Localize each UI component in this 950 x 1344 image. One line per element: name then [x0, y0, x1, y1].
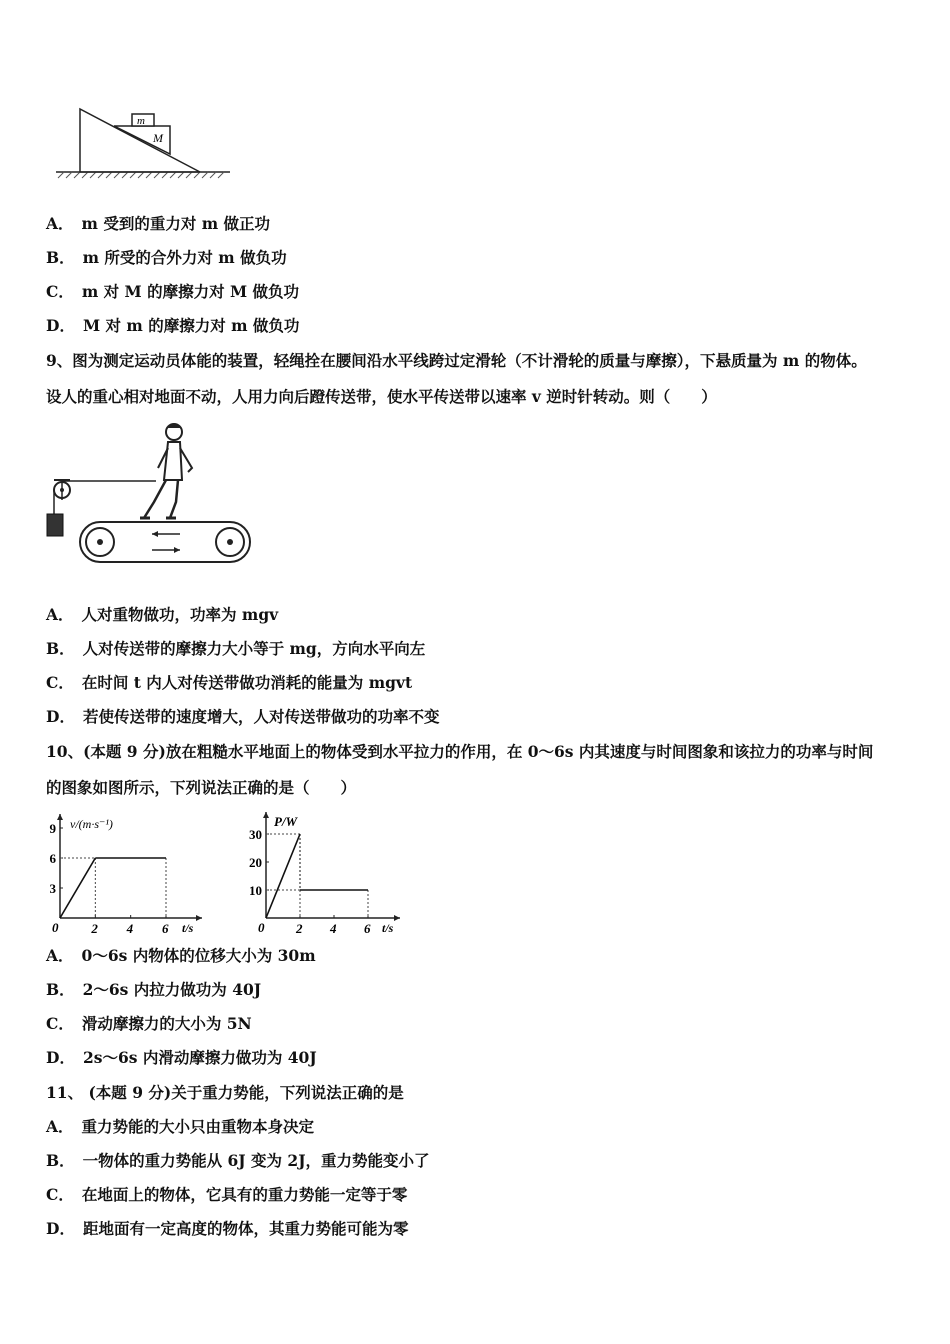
incline-block-figure — [52, 104, 234, 180]
velocity-time-chart — [46, 808, 210, 936]
q10-option-a: A． 0～6s 内物体的位移大小为 30m — [46, 946, 316, 965]
q8-option-b: B． m 所受的合外力对 m 做负功 — [46, 248, 287, 267]
y-tick-label: 9 — [49, 821, 56, 836]
q9-option-b: B． 人对传送带的摩擦力大小等于 mg，方向水平向左 — [46, 639, 426, 658]
q10-option-c: C． 滑动摩擦力的大小为 5N — [46, 1014, 252, 1033]
y-tick-label: 3 — [49, 881, 56, 896]
block-m-label: m — [137, 115, 145, 127]
x-axis-label: t/s — [382, 921, 394, 935]
origin-label: 0 — [52, 920, 59, 935]
q9-option-c: C． 在时间 t 内人对传送带做功消耗的能量为 mgvt — [46, 673, 413, 692]
power-time-chart — [244, 808, 408, 936]
x-axis-label: t/s — [182, 921, 194, 935]
series-segment — [266, 834, 300, 918]
x-tick-label: 2 — [91, 921, 98, 936]
q11-option-c: C． 在地面上的物体，它具有的重力势能一定等于零 — [46, 1185, 408, 1204]
x-tick-label: 4 — [330, 921, 337, 936]
q9-stem-line2: 设人的重心相对地面不动，人用力向后蹬传送带，使水平传送带以速率 v 逆时针转动。则（ ） — [46, 387, 717, 406]
q10-option-b: B． 2～6s 内拉力做功为 40J — [46, 980, 262, 999]
q11-option-d: D． 距地面有一定高度的物体，其重力势能可能为零 — [46, 1219, 409, 1238]
y-tick-label: 30 — [249, 827, 262, 842]
treadmill-figure — [44, 418, 254, 566]
q9-option-a: A． 人对重物做功，功率为 mgv — [46, 605, 279, 624]
q10-stem-line1: 10、(本题 9 分)放在粗糙水平地面上的物体受到水平拉力的作用，在 0～6s 内其速度与时间图象和该拉力的功率与时间 — [46, 742, 874, 761]
q11-option-b: B． 一物体的重力势能从 6J 变为 2J，重力势能变小了 — [46, 1151, 430, 1170]
q10-stem-line2: 的图象如图所示，下列说法正确的是（ ） — [46, 778, 357, 797]
x-tick-label: 6 — [364, 921, 371, 936]
q11-stem: 11、 (本题 9 分)关于重力势能，下列说法正确的是 — [46, 1083, 404, 1102]
origin-label: 0 — [258, 920, 265, 935]
y-tick-label: 10 — [249, 883, 262, 898]
q8-option-a: A． m 受到的重力对 m 做正功 — [46, 214, 271, 233]
x-tick-label: 4 — [126, 921, 134, 936]
q11-option-a: A． 重力势能的大小只由重物本身决定 — [46, 1117, 315, 1136]
series-segment — [60, 858, 95, 918]
block-M-label: M — [153, 131, 163, 145]
x-tick-label: 2 — [296, 921, 303, 936]
y-tick-label: 20 — [249, 855, 262, 870]
q9-stem-line1: 9、图为测定运动员体能的装置，轻绳拴在腰间沿水平线跨过定滑轮（不计滑轮的质量与摩擦），下悬质量为 m 的物体。 — [46, 351, 867, 370]
q9-option-d: D． 若使传送带的速度增大，人对传送带做功的功率不变 — [46, 707, 440, 726]
y-axis-label: P/W — [274, 814, 298, 829]
q10-option-d: D． 2s～6s 内滑动摩擦力做功为 40J — [46, 1048, 317, 1067]
y-axis-label: v/(m·s⁻¹) — [70, 817, 113, 831]
x-tick-label: 6 — [162, 921, 169, 936]
y-tick-label: 6 — [49, 851, 56, 866]
q8-option-c: C． m 对 M 的摩擦力对 M 做负功 — [46, 282, 300, 301]
q8-option-d: D． M 对 m 的摩擦力对 m 做负功 — [46, 316, 300, 335]
